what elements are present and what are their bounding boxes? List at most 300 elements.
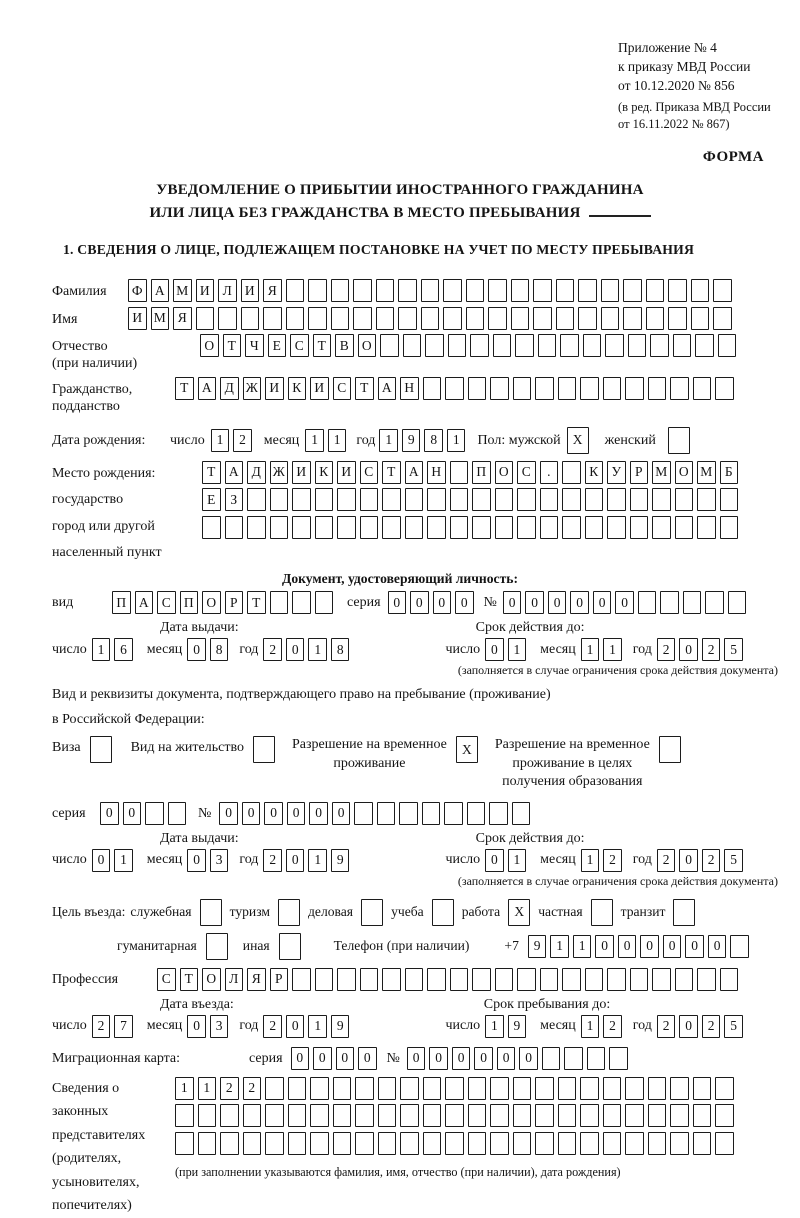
- char-cell[interactable]: [423, 1104, 442, 1127]
- char-cell-filled[interactable]: 7: [114, 1015, 133, 1038]
- char-cell-filled[interactable]: 2: [220, 1077, 239, 1100]
- char-cell[interactable]: [495, 516, 514, 539]
- char-cell-filled[interactable]: X: [567, 427, 589, 454]
- char-cell-filled[interactable]: 1: [328, 429, 347, 452]
- char-cell-filled[interactable]: 0: [264, 802, 283, 825]
- char-cell[interactable]: [535, 1132, 554, 1155]
- char-cell[interactable]: [355, 1132, 374, 1155]
- char-cell-filled[interactable]: 1: [379, 429, 398, 452]
- char-cell-filled[interactable]: 0: [287, 802, 306, 825]
- char-cell[interactable]: [564, 1047, 583, 1070]
- char-cell[interactable]: [540, 968, 559, 991]
- char-cell[interactable]: [445, 1104, 464, 1127]
- char-cell[interactable]: [562, 461, 581, 484]
- char-cell[interactable]: [265, 1104, 284, 1127]
- char-cell-filled[interactable]: Т: [202, 461, 221, 484]
- char-cell[interactable]: [652, 516, 671, 539]
- char-cell[interactable]: [693, 1104, 712, 1127]
- char-cell-filled[interactable]: 2: [657, 1015, 676, 1038]
- char-cell[interactable]: [265, 1132, 284, 1155]
- char-cell[interactable]: [315, 591, 334, 614]
- char-cell-filled[interactable]: В: [335, 334, 354, 357]
- char-cell[interactable]: [423, 377, 442, 400]
- char-cell-filled[interactable]: 2: [263, 849, 282, 872]
- char-cell-filled[interactable]: 5: [724, 1015, 743, 1038]
- char-cell[interactable]: [670, 377, 689, 400]
- char-cell[interactable]: [405, 488, 424, 511]
- char-cell[interactable]: [623, 279, 642, 302]
- char-cell[interactable]: [443, 307, 462, 330]
- char-cell-filled[interactable]: 0: [358, 1047, 377, 1070]
- char-cell[interactable]: [638, 591, 657, 614]
- char-cell-filled[interactable]: Н: [427, 461, 446, 484]
- char-cell-filled[interactable]: Н: [400, 377, 419, 400]
- char-cell[interactable]: [355, 1104, 374, 1127]
- char-cell[interactable]: [652, 488, 671, 511]
- char-cell-filled[interactable]: Б: [720, 461, 739, 484]
- char-cell[interactable]: [421, 307, 440, 330]
- char-cell[interactable]: [90, 736, 112, 763]
- char-cell-filled[interactable]: А: [151, 279, 170, 302]
- char-cell-filled[interactable]: 0: [332, 802, 351, 825]
- char-cell-filled[interactable]: И: [265, 377, 284, 400]
- char-cell[interactable]: [423, 1132, 442, 1155]
- char-cell[interactable]: [468, 1077, 487, 1100]
- char-cell[interactable]: [652, 968, 671, 991]
- char-cell-filled[interactable]: З: [225, 488, 244, 511]
- char-cell[interactable]: [466, 279, 485, 302]
- char-cell[interactable]: [715, 1132, 734, 1155]
- char-cell-filled[interactable]: 2: [702, 849, 721, 872]
- char-cell-filled[interactable]: 0: [685, 935, 704, 958]
- char-cell-filled[interactable]: X: [508, 899, 530, 926]
- char-cell-filled[interactable]: Т: [223, 334, 242, 357]
- char-cell[interactable]: [247, 488, 266, 511]
- char-cell[interactable]: [405, 516, 424, 539]
- char-cell[interactable]: [607, 488, 626, 511]
- char-cell-filled[interactable]: 8: [210, 638, 229, 661]
- char-cell-filled[interactable]: 2: [657, 638, 676, 661]
- char-cell[interactable]: [315, 488, 334, 511]
- char-cell[interactable]: [558, 377, 577, 400]
- char-cell[interactable]: [535, 377, 554, 400]
- char-cell[interactable]: [470, 334, 489, 357]
- char-cell[interactable]: [333, 1132, 352, 1155]
- char-cell[interactable]: [398, 279, 417, 302]
- char-cell[interactable]: [360, 968, 379, 991]
- char-cell[interactable]: [247, 516, 266, 539]
- char-cell-filled[interactable]: X: [456, 736, 478, 763]
- char-cell[interactable]: [495, 488, 514, 511]
- char-cell[interactable]: [697, 968, 716, 991]
- char-cell[interactable]: [468, 377, 487, 400]
- char-cell[interactable]: [398, 307, 417, 330]
- char-cell[interactable]: [292, 516, 311, 539]
- char-cell[interactable]: [265, 1077, 284, 1100]
- char-cell[interactable]: [168, 802, 187, 825]
- char-cell-filled[interactable]: 0: [455, 591, 474, 614]
- char-cell[interactable]: [668, 307, 687, 330]
- char-cell-filled[interactable]: 1: [603, 638, 622, 661]
- char-cell-filled[interactable]: А: [405, 461, 424, 484]
- char-cell[interactable]: [427, 488, 446, 511]
- char-cell[interactable]: [670, 1132, 689, 1155]
- char-cell-filled[interactable]: .: [540, 461, 559, 484]
- char-cell[interactable]: [560, 334, 579, 357]
- char-cell[interactable]: [660, 591, 679, 614]
- char-cell-filled[interactable]: И: [128, 307, 147, 330]
- char-cell[interactable]: [556, 279, 575, 302]
- char-cell[interactable]: [288, 1132, 307, 1155]
- char-cell[interactable]: [198, 1132, 217, 1155]
- char-cell-filled[interactable]: Т: [180, 968, 199, 991]
- char-cell[interactable]: [605, 334, 624, 357]
- char-cell[interactable]: [423, 1077, 442, 1100]
- char-cell-filled[interactable]: 1: [198, 1077, 217, 1100]
- char-cell[interactable]: [556, 307, 575, 330]
- char-cell[interactable]: [625, 1104, 644, 1127]
- char-cell-filled[interactable]: Т: [247, 591, 266, 614]
- char-cell[interactable]: [540, 516, 559, 539]
- char-cell-filled[interactable]: Ф: [128, 279, 147, 302]
- char-cell[interactable]: [444, 802, 463, 825]
- char-cell[interactable]: [241, 307, 260, 330]
- char-cell[interactable]: [308, 307, 327, 330]
- char-cell[interactable]: [286, 279, 305, 302]
- char-cell[interactable]: [515, 334, 534, 357]
- char-cell[interactable]: [427, 968, 446, 991]
- char-cell[interactable]: [425, 334, 444, 357]
- char-cell[interactable]: [400, 1132, 419, 1155]
- char-cell-filled[interactable]: Ж: [243, 377, 262, 400]
- char-cell[interactable]: [196, 307, 215, 330]
- char-cell-filled[interactable]: 0: [503, 591, 522, 614]
- char-cell[interactable]: [533, 279, 552, 302]
- char-cell[interactable]: [175, 1104, 194, 1127]
- char-cell[interactable]: [427, 516, 446, 539]
- char-cell[interactable]: [607, 968, 626, 991]
- char-cell-filled[interactable]: М: [652, 461, 671, 484]
- char-cell[interactable]: [308, 279, 327, 302]
- char-cell[interactable]: [270, 591, 289, 614]
- char-cell[interactable]: [175, 1132, 194, 1155]
- char-cell[interactable]: [490, 1077, 509, 1100]
- char-cell[interactable]: [288, 1104, 307, 1127]
- char-cell[interactable]: [378, 1104, 397, 1127]
- char-cell-filled[interactable]: 0: [497, 1047, 516, 1070]
- char-cell-filled[interactable]: 2: [263, 638, 282, 661]
- char-cell[interactable]: [668, 279, 687, 302]
- char-cell[interactable]: [488, 307, 507, 330]
- char-cell-filled[interactable]: П: [180, 591, 199, 614]
- char-cell-filled[interactable]: Д: [220, 377, 239, 400]
- char-cell[interactable]: [691, 307, 710, 330]
- char-cell[interactable]: [331, 279, 350, 302]
- char-cell[interactable]: [693, 377, 712, 400]
- char-cell-filled[interactable]: 1: [308, 638, 327, 661]
- char-cell[interactable]: [421, 279, 440, 302]
- char-cell[interactable]: [517, 516, 536, 539]
- char-cell[interactable]: [333, 1104, 352, 1127]
- char-cell-filled[interactable]: 3: [210, 849, 229, 872]
- char-cell-filled[interactable]: И: [196, 279, 215, 302]
- char-cell[interactable]: [646, 279, 665, 302]
- char-cell-filled[interactable]: 0: [187, 1015, 206, 1038]
- char-cell-filled[interactable]: 8: [331, 638, 350, 661]
- char-cell[interactable]: [609, 1047, 628, 1070]
- char-cell[interactable]: [353, 279, 372, 302]
- char-cell-filled[interactable]: 0: [123, 802, 142, 825]
- char-cell[interactable]: [472, 488, 491, 511]
- char-cell-filled[interactable]: 2: [233, 429, 252, 452]
- char-cell-filled[interactable]: 9: [331, 849, 350, 872]
- char-cell[interactable]: [720, 968, 739, 991]
- char-cell[interactable]: [337, 488, 356, 511]
- char-cell[interactable]: [220, 1132, 239, 1155]
- char-cell[interactable]: [468, 1104, 487, 1127]
- char-cell[interactable]: [206, 933, 228, 960]
- char-cell-filled[interactable]: 0: [525, 591, 544, 614]
- char-cell[interactable]: [353, 307, 372, 330]
- char-cell[interactable]: [403, 334, 422, 357]
- char-cell[interactable]: [422, 802, 441, 825]
- char-cell[interactable]: [310, 1104, 329, 1127]
- char-cell-filled[interactable]: 1: [175, 1077, 194, 1100]
- char-cell[interactable]: [713, 279, 732, 302]
- char-cell-filled[interactable]: 0: [708, 935, 727, 958]
- char-cell-filled[interactable]: Т: [313, 334, 332, 357]
- char-cell-filled[interactable]: 0: [309, 802, 328, 825]
- char-cell-filled[interactable]: Т: [175, 377, 194, 400]
- char-cell-filled[interactable]: 0: [485, 849, 504, 872]
- char-cell[interactable]: [533, 307, 552, 330]
- char-cell-filled[interactable]: 0: [286, 638, 305, 661]
- char-cell[interactable]: [628, 334, 647, 357]
- char-cell[interactable]: [310, 1077, 329, 1100]
- char-cell-filled[interactable]: 2: [92, 1015, 111, 1038]
- char-cell-filled[interactable]: 2: [243, 1077, 262, 1100]
- char-cell[interactable]: [695, 334, 714, 357]
- char-cell-filled[interactable]: 0: [474, 1047, 493, 1070]
- char-cell[interactable]: [578, 279, 597, 302]
- char-cell[interactable]: [292, 591, 311, 614]
- char-cell-filled[interactable]: С: [360, 461, 379, 484]
- char-cell[interactable]: [243, 1132, 262, 1155]
- char-cell[interactable]: [562, 968, 581, 991]
- char-cell[interactable]: [675, 516, 694, 539]
- char-cell-filled[interactable]: 0: [679, 638, 698, 661]
- char-cell[interactable]: [337, 968, 356, 991]
- char-cell-filled[interactable]: 8: [424, 429, 443, 452]
- char-cell[interactable]: [603, 1104, 622, 1127]
- char-cell[interactable]: [511, 307, 530, 330]
- char-cell[interactable]: [377, 802, 396, 825]
- char-cell[interactable]: [728, 591, 747, 614]
- char-cell[interactable]: [466, 307, 485, 330]
- char-cell[interactable]: [670, 1077, 689, 1100]
- char-cell[interactable]: [558, 1132, 577, 1155]
- char-cell-filled[interactable]: 1: [581, 849, 600, 872]
- char-cell-filled[interactable]: И: [337, 461, 356, 484]
- char-cell[interactable]: [648, 1077, 667, 1100]
- char-cell[interactable]: [630, 488, 649, 511]
- char-cell[interactable]: [490, 1132, 509, 1155]
- char-cell[interactable]: [513, 1077, 532, 1100]
- char-cell-filled[interactable]: 9: [528, 935, 547, 958]
- char-cell[interactable]: [218, 307, 237, 330]
- char-cell-filled[interactable]: 1: [581, 1015, 600, 1038]
- char-cell-filled[interactable]: 1: [114, 849, 133, 872]
- char-cell-filled[interactable]: С: [333, 377, 352, 400]
- char-cell-filled[interactable]: 0: [570, 591, 589, 614]
- char-cell-filled[interactable]: О: [202, 591, 221, 614]
- char-cell-filled[interactable]: Е: [268, 334, 287, 357]
- char-cell[interactable]: [691, 279, 710, 302]
- char-cell-filled[interactable]: А: [378, 377, 397, 400]
- char-cell-filled[interactable]: С: [517, 461, 536, 484]
- char-cell[interactable]: [286, 307, 305, 330]
- char-cell-filled[interactable]: А: [225, 461, 244, 484]
- char-cell[interactable]: [354, 802, 373, 825]
- char-cell[interactable]: [538, 334, 557, 357]
- char-cell[interactable]: [625, 1132, 644, 1155]
- char-cell[interactable]: [443, 279, 462, 302]
- char-cell-filled[interactable]: 0: [433, 591, 452, 614]
- char-cell-filled[interactable]: 0: [519, 1047, 538, 1070]
- char-cell[interactable]: [623, 307, 642, 330]
- char-cell[interactable]: [603, 1132, 622, 1155]
- char-cell[interactable]: [585, 968, 604, 991]
- char-cell[interactable]: [601, 279, 620, 302]
- char-cell[interactable]: [432, 899, 454, 926]
- char-cell[interactable]: [580, 1077, 599, 1100]
- char-cell[interactable]: [331, 307, 350, 330]
- char-cell-filled[interactable]: 0: [595, 935, 614, 958]
- char-cell[interactable]: [668, 427, 690, 454]
- char-cell[interactable]: [400, 1104, 419, 1127]
- char-cell[interactable]: [270, 516, 289, 539]
- char-cell[interactable]: [535, 1077, 554, 1100]
- char-cell[interactable]: [558, 1104, 577, 1127]
- char-cell-filled[interactable]: 1: [550, 935, 569, 958]
- char-cell[interactable]: [315, 516, 334, 539]
- char-cell-filled[interactable]: 6: [114, 638, 133, 661]
- char-cell[interactable]: [513, 1132, 532, 1155]
- char-cell[interactable]: [675, 968, 694, 991]
- char-cell-filled[interactable]: 9: [331, 1015, 350, 1038]
- char-cell-filled[interactable]: О: [675, 461, 694, 484]
- char-cell[interactable]: [558, 1077, 577, 1100]
- char-cell[interactable]: [376, 307, 395, 330]
- char-cell-filled[interactable]: Т: [382, 461, 401, 484]
- char-cell-filled[interactable]: 2: [603, 849, 622, 872]
- char-cell-filled[interactable]: 0: [291, 1047, 310, 1070]
- char-cell-filled[interactable]: 9: [508, 1015, 527, 1038]
- char-cell[interactable]: [360, 516, 379, 539]
- char-cell[interactable]: [202, 516, 221, 539]
- char-cell[interactable]: [382, 488, 401, 511]
- char-cell[interactable]: [578, 307, 597, 330]
- char-cell[interactable]: [625, 1077, 644, 1100]
- char-cell[interactable]: [607, 516, 626, 539]
- char-cell[interactable]: [310, 1132, 329, 1155]
- char-cell-filled[interactable]: Р: [225, 591, 244, 614]
- char-cell-filled[interactable]: Т: [355, 377, 374, 400]
- char-cell[interactable]: [693, 1132, 712, 1155]
- char-cell-filled[interactable]: 1: [485, 1015, 504, 1038]
- char-cell[interactable]: [337, 516, 356, 539]
- char-cell[interactable]: [675, 488, 694, 511]
- char-cell[interactable]: [145, 802, 164, 825]
- char-cell-filled[interactable]: 1: [573, 935, 592, 958]
- char-cell[interactable]: [580, 1104, 599, 1127]
- char-cell[interactable]: [542, 1047, 561, 1070]
- char-cell-filled[interactable]: Д: [247, 461, 266, 484]
- char-cell[interactable]: [490, 377, 509, 400]
- char-cell[interactable]: [583, 334, 602, 357]
- char-cell-filled[interactable]: Р: [270, 968, 289, 991]
- char-cell[interactable]: [468, 1132, 487, 1155]
- char-cell[interactable]: [361, 899, 383, 926]
- char-cell[interactable]: [489, 802, 508, 825]
- char-cell[interactable]: [705, 591, 724, 614]
- char-cell[interactable]: [511, 279, 530, 302]
- char-cell-filled[interactable]: 2: [263, 1015, 282, 1038]
- char-cell-filled[interactable]: 2: [702, 1015, 721, 1038]
- char-cell[interactable]: [279, 933, 301, 960]
- char-cell-filled[interactable]: 5: [724, 849, 743, 872]
- char-cell[interactable]: [220, 1104, 239, 1127]
- char-cell-filled[interactable]: 0: [485, 638, 504, 661]
- char-cell[interactable]: [355, 1077, 374, 1100]
- char-cell[interactable]: [400, 1077, 419, 1100]
- char-cell[interactable]: [630, 968, 649, 991]
- char-cell-filled[interactable]: 2: [702, 638, 721, 661]
- char-cell[interactable]: [562, 488, 581, 511]
- char-cell-filled[interactable]: У: [607, 461, 626, 484]
- char-cell-filled[interactable]: 1: [447, 429, 466, 452]
- char-cell-filled[interactable]: 0: [640, 935, 659, 958]
- char-cell[interactable]: [603, 377, 622, 400]
- char-cell[interactable]: [697, 488, 716, 511]
- char-cell-filled[interactable]: 0: [593, 591, 612, 614]
- char-cell-filled[interactable]: 0: [286, 1015, 305, 1038]
- char-cell[interactable]: [225, 516, 244, 539]
- char-cell[interactable]: [263, 307, 282, 330]
- char-cell[interactable]: [292, 968, 311, 991]
- char-cell[interactable]: [467, 802, 486, 825]
- char-cell[interactable]: [200, 899, 222, 926]
- char-cell[interactable]: [288, 1077, 307, 1100]
- char-cell[interactable]: [730, 935, 749, 958]
- char-cell-filled[interactable]: Я: [247, 968, 266, 991]
- char-cell-filled[interactable]: 0: [452, 1047, 471, 1070]
- char-cell[interactable]: [445, 1077, 464, 1100]
- char-cell[interactable]: [360, 488, 379, 511]
- char-cell[interactable]: [670, 1104, 689, 1127]
- char-cell[interactable]: [448, 334, 467, 357]
- char-cell-filled[interactable]: А: [135, 591, 154, 614]
- char-cell-filled[interactable]: 0: [92, 849, 111, 872]
- char-cell[interactable]: [535, 1104, 554, 1127]
- char-cell-filled[interactable]: 0: [388, 591, 407, 614]
- char-cell[interactable]: [646, 307, 665, 330]
- char-cell-filled[interactable]: А: [198, 377, 217, 400]
- char-cell[interactable]: [715, 1104, 734, 1127]
- char-cell-filled[interactable]: 0: [429, 1047, 448, 1070]
- char-cell-filled[interactable]: К: [585, 461, 604, 484]
- char-cell[interactable]: [472, 968, 491, 991]
